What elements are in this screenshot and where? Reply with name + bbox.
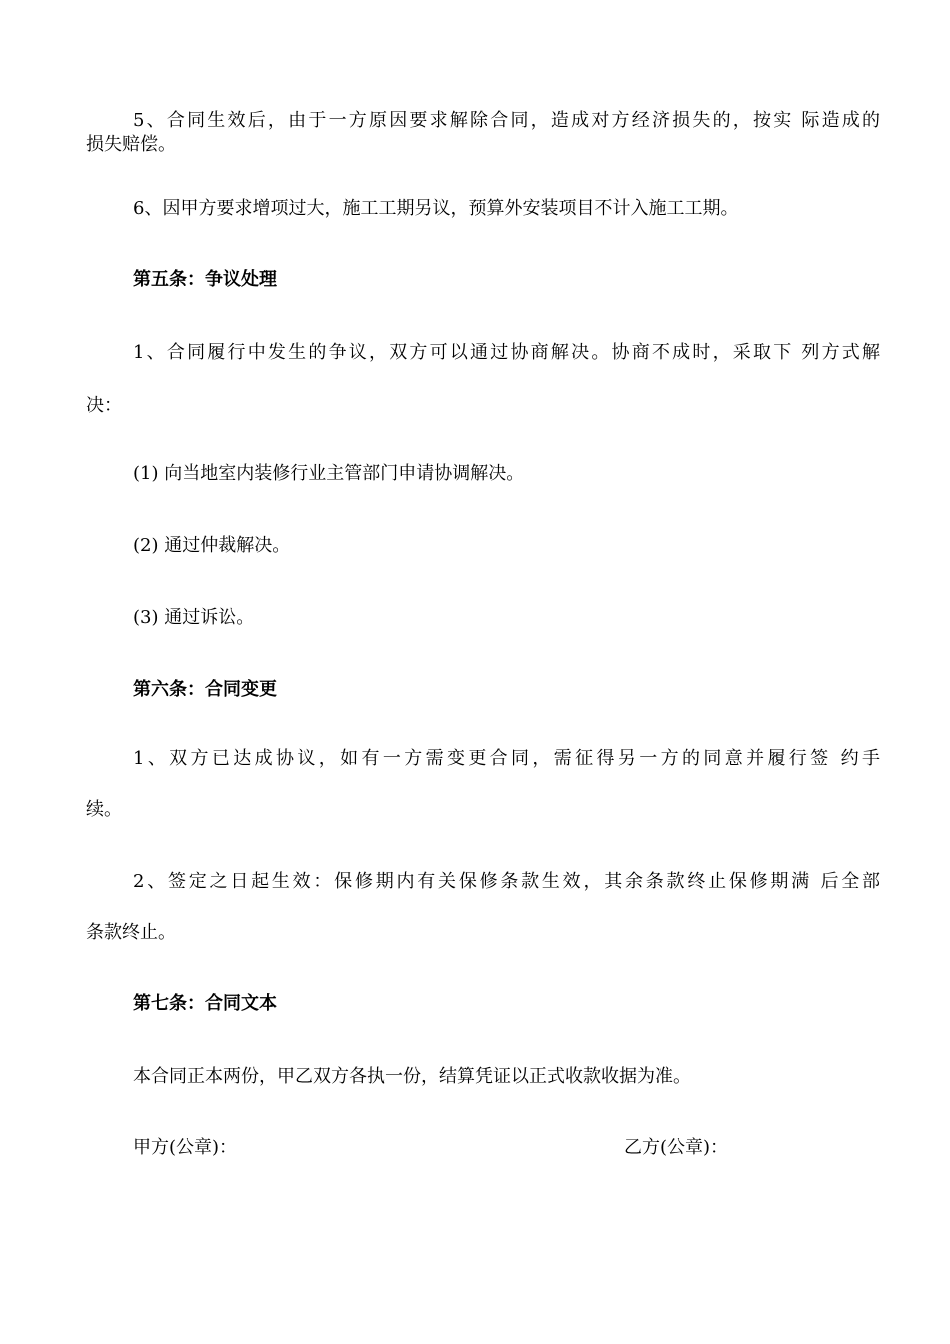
change-clause-1-line-1: 1、双方已达成协议，如有一方需变更合同，需征得另一方的同意并履行签 约手: [133, 748, 880, 769]
clause-5-line-1: 5、合同生效后，由于一方原因要求解除合同，造成对方经济损失的，按实 际造成的: [133, 110, 880, 131]
change-clause-2-line-2: 条款终止。: [86, 922, 176, 943]
dispute-clause-1-line-1: 1、合同履行中发生的争议，双方可以通过协商解决。协商不成时，采取下 列方式解: [133, 342, 880, 363]
change-clause-2-line-1: 2、签定之日起生效：保修期内有关保修条款生效，其余条款终止保修期满 后全部: [133, 871, 880, 892]
article-6-heading: 第六条：合同变更: [133, 679, 277, 700]
change-clause-1-line-2: 续。: [86, 799, 122, 820]
party-b-seal-label: 乙方(公章)：: [624, 1137, 729, 1158]
party-a-seal-label: 甲方(公章)：: [133, 1137, 238, 1158]
clause-6: 6、因甲方要求增项过大，施工工期另议，预算外安装项目不计入施工工期。: [133, 198, 739, 219]
dispute-option-2: (2) 通过仲裁解决。: [133, 535, 291, 556]
article-5-heading: 第五条：争议处理: [133, 269, 277, 290]
contract-text-clause: 本合同正本两份，甲乙双方各执一份，结算凭证以正式收款收据为准。: [133, 1066, 691, 1087]
dispute-clause-1-line-2: 决：: [86, 395, 122, 416]
clause-5-line-2: 损失赔偿。: [86, 134, 176, 155]
dispute-option-3: (3) 通过诉讼。: [133, 607, 255, 628]
article-7-heading: 第七条：合同文本: [133, 993, 277, 1014]
dispute-option-1: (1) 向当地室内装修行业主管部门申请协调解决。: [133, 463, 525, 484]
